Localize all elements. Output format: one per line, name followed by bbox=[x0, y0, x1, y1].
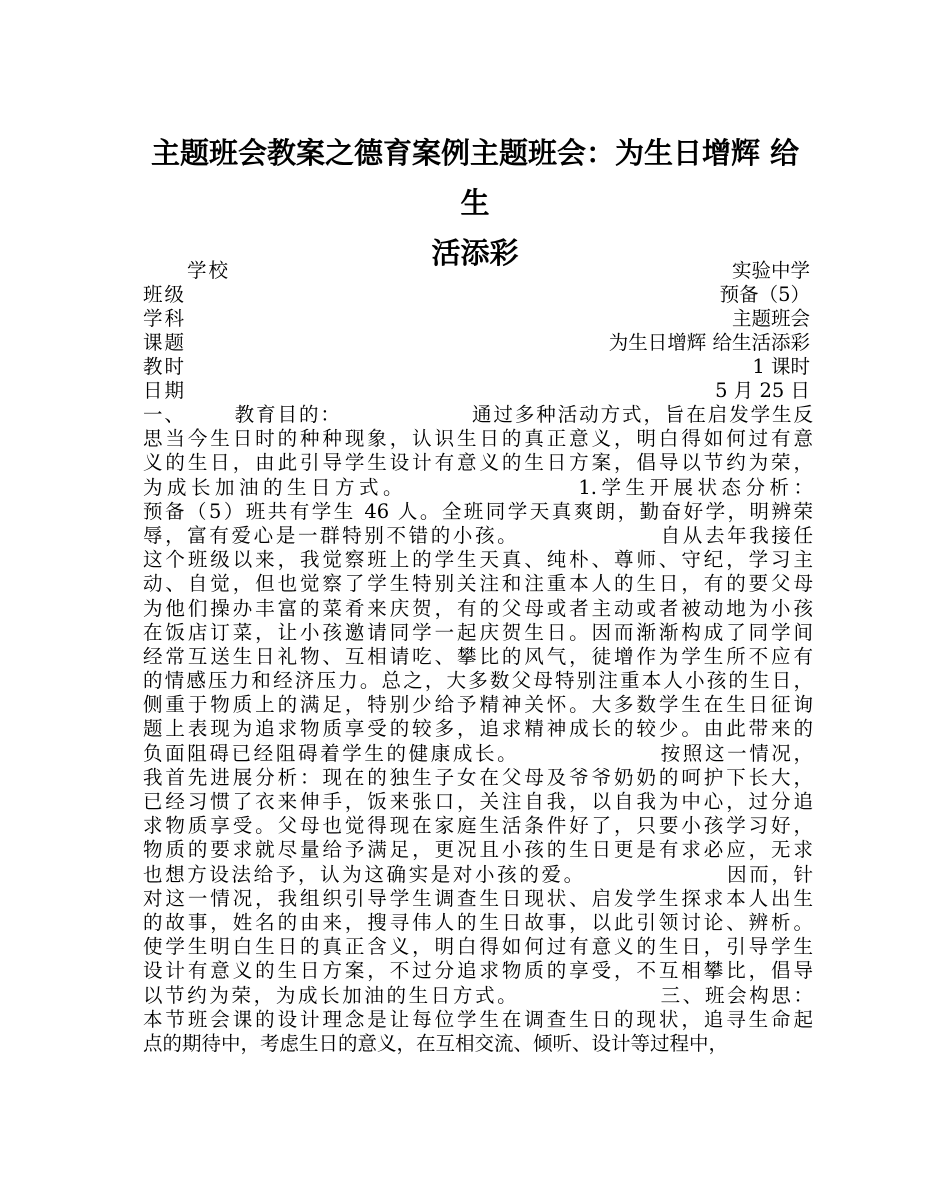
info-row-periods bbox=[143, 355, 810, 379]
body-line: 设计有意义的生日方案，不过分追求物质的享受，不互相攀比，倡导 bbox=[143, 959, 813, 983]
body-line: 思当今生日时的种种现象，认识生日的真正意义，明白得如何过有意 bbox=[143, 427, 813, 451]
body-line: 求物质享受。父母也觉得现在家庭生活条件好了，只要小孩学习好， bbox=[143, 814, 813, 838]
body-line: 题上表现为追求物质享受的较多，追求精神成长的较少。由此带来的 bbox=[143, 717, 813, 741]
body-line: 经常互送生日礼物、互相请吃、攀比的风气，徒增作为学生所不应有 bbox=[143, 644, 813, 668]
body-line: 对这一情况，我组织引导学生调查生日现状、启发学生探求本人出生 bbox=[143, 886, 813, 910]
body-line: 为成长加油的生日方式。 1.学生开展状态分析： bbox=[143, 475, 813, 499]
body-text bbox=[143, 403, 813, 1056]
document-title bbox=[140, 128, 810, 278]
info-value: 预备（5） bbox=[719, 283, 810, 306]
info-value: 5 月 25 日 bbox=[715, 379, 810, 402]
body-line: 以节约为荣，为成长加油的生日方式。 三、班会构思： bbox=[143, 983, 813, 1007]
info-label: 学校 bbox=[187, 259, 231, 282]
info-row-school bbox=[143, 259, 810, 283]
info-row-topic bbox=[143, 331, 810, 355]
body-line: 动、自觉，但也觉察了学生特别关注和注重本人的生日，有的要父母 bbox=[143, 572, 813, 596]
body-line: 辱，富有爱心是一群特别不错的小孩。 自从去年我接任 bbox=[143, 523, 813, 547]
body-line: 义的生日，由此引导学生设计有意义的生日方案，倡导以节约为荣， bbox=[143, 451, 813, 475]
body-line: 为他们操办丰富的菜肴来庆贺，有的父母或者主动或者被动地为小孩 bbox=[143, 596, 813, 620]
info-value: 为生日增辉 给生活添彩 bbox=[608, 331, 810, 354]
body-line: 点的期待中，考虑生日的意义，在互相交流、倾听、设计等过程中， bbox=[143, 1031, 729, 1055]
body-line: 预备（5）班共有学生 46 人。全班同学天真爽朗，勤奋好学，明辨荣 bbox=[143, 499, 813, 523]
info-label: 教时 bbox=[143, 355, 187, 378]
body-line: 物质的要求就尽量给予满足，更况且小孩的生日更是有求必应，无求 bbox=[143, 838, 813, 862]
info-value: 主题班会 bbox=[731, 307, 810, 330]
info-label: 班级 bbox=[143, 283, 187, 306]
body-line: 使学生明白生日的真正含义，明白得如何过有意义的生日，引导学生 bbox=[143, 935, 813, 959]
body-line: 的情感压力和经济压力。总之，大多数父母特别注重本人小孩的生日， bbox=[143, 669, 813, 693]
body-line: 也想方设法给予，认为这确实是对小孩的爱。 因而，针 bbox=[143, 862, 813, 886]
info-value: 实验中学 bbox=[731, 259, 810, 282]
title-line-1: 主题班会教案之德育案例主题班会：为生日增辉 给生 bbox=[150, 136, 800, 220]
info-row-subject bbox=[143, 307, 810, 331]
info-row-class bbox=[143, 283, 810, 307]
body-line: 在饭店订菜，让小孩邀请同学一起庆贺生日。因而渐渐构成了同学间 bbox=[143, 620, 813, 644]
body-line: 的故事，姓名的由来，搜寻伟人的生日故事，以此引领讨论、辨析。 bbox=[143, 910, 813, 934]
info-label: 日期 bbox=[143, 379, 187, 402]
body-line: 我首先进展分析：现在的独生子女在父母及爷爷奶奶的呵护下长大， bbox=[143, 765, 813, 789]
info-label: 学科 bbox=[143, 307, 187, 330]
lesson-info-block bbox=[143, 259, 810, 403]
info-value: 1 课时 bbox=[752, 355, 810, 378]
title-line-2: 活添彩 bbox=[431, 236, 519, 270]
body-line: 侧重于物质上的满足，特别少给予精神关怀。大多数学生在生日征询 bbox=[143, 693, 813, 717]
body-line: 本节班会课的设计理念是让每位学生在调查生日的现状，追寻生命起 bbox=[143, 1007, 813, 1031]
body-line: 负面阻碍已经阻碍着学生的健康成长。 按照这一情况， bbox=[143, 741, 813, 765]
info-label: 课题 bbox=[143, 331, 187, 354]
body-line: 一、 教育目的： 通过多种活动方式，旨在启发学生反 bbox=[143, 403, 813, 426]
body-line: 已经习惯了衣来伸手，饭来张口，关注自我，以自我为中心，过分追 bbox=[143, 790, 813, 813]
body-line: 这个班级以来，我觉察班上的学生天真、纯朴、尊师、守纪，学习主 bbox=[143, 548, 813, 572]
info-row-date bbox=[143, 379, 810, 403]
